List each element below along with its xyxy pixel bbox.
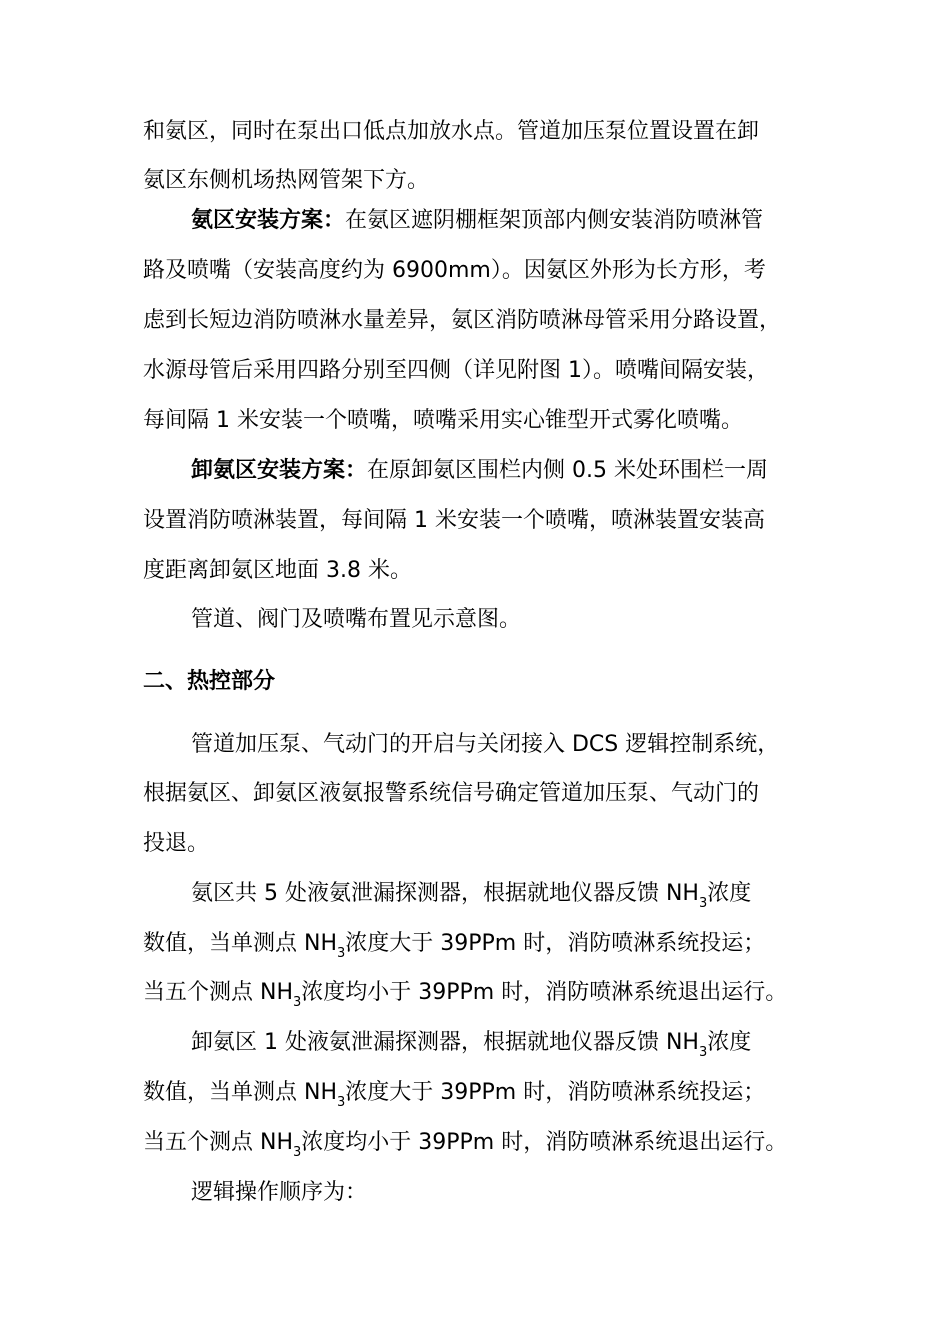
text-segment: 当五个测点 NH [143,980,293,1005]
subscript: 3 [293,995,302,1010]
paragraph-line: 管道、阀门及喷嘴布置见示意图。 [191,607,522,632]
paragraph-line: 每间隔 1 米安装一个喷嘴，喷嘴采用实心锥型开式雾化喷嘴。 [143,408,743,433]
paragraph-line [191,206,813,236]
text-segment: 氨区共 5 处液氨泄漏探测器，根据就地仪器反馈 NH [191,881,699,906]
paragraph-line: 管道加压泵、气动门的开启与关闭接入 DCS 逻辑控制系统， [191,732,780,757]
paragraph-text: 在氨区遮阴棚框架顶部内侧安装消防喷淋管 [345,208,764,233]
subscript: 3 [293,1145,302,1160]
subscript: 3 [698,896,708,911]
text-segment: 浓度大于 39PPm 时，消防喷淋系统投运； [345,931,766,956]
paragraph-line: 投退。 [143,831,210,856]
paragraph-line [143,1078,813,1108]
paragraph-text: 在原卸氨区围栏内侧 0.5 米处环围栏一周 [367,458,768,483]
paragraph-line [143,1128,813,1158]
paragraph-line [191,1028,813,1058]
paragraph-line: 和氨区，同时在泵出口低点加放水点。管道加压泵位置设置在卸 [143,119,760,144]
text-segment: 浓度 [707,881,752,906]
paragraph-label: 卸氨区安装方案： [191,458,368,483]
text-segment: 卸氨区 1 处液氨泄漏探测器，根据就地仪器反馈 NH [191,1030,699,1055]
text-segment: 浓度均小于 39PPm 时，消防喷淋系统退出运行。 [301,1130,788,1155]
subscript: 3 [337,946,346,961]
subscript: 3 [337,1095,346,1110]
paragraph-line [191,879,813,909]
paragraph-label: 氨区安装方案： [191,208,346,233]
text-segment: 浓度均小于 39PPm 时，消防喷淋系统退出运行。 [301,980,788,1005]
text-segment: 浓度大于 39PPm 时，消防喷淋系统投运； [345,1080,766,1105]
paragraph-line [143,929,813,959]
paragraph-line: 路及喷嘴（安装高度约为 6900mm）。因氨区外形为长方形，考 [143,258,766,283]
paragraph-line: 虑到长短边消防喷淋水量差异，氨区消防喷淋母管采用分路设置， [143,308,782,333]
text-segment: 浓度 [707,1030,752,1055]
paragraph-line: 逻辑操作顺序为： [191,1180,368,1205]
text-segment: 数值，当单测点 NH [143,1080,337,1105]
paragraph-line [143,978,813,1008]
paragraph-line: 水源母管后采用四路分别至四侧（详见附图 1）。喷嘴间隔安装， [143,358,769,383]
paragraph-line: 氨区东侧机场热网管架下方。 [143,168,430,193]
paragraph-line: 设置消防喷淋装置，每间隔 1 米安装一个喷嘴，喷淋装置安装高 [143,508,765,533]
section-heading: 二、热控部分 [143,669,276,694]
paragraph-line: 根据氨区、卸氨区液氨报警系统信号确定管道加压泵、气动门的 [143,781,760,806]
text-segment: 当五个测点 NH [143,1130,293,1155]
paragraph-line [191,456,813,486]
subscript: 3 [698,1045,708,1060]
text-segment: 数值，当单测点 NH [143,931,337,956]
paragraph-line: 度距离卸氨区地面 3.8 米。 [143,558,412,583]
